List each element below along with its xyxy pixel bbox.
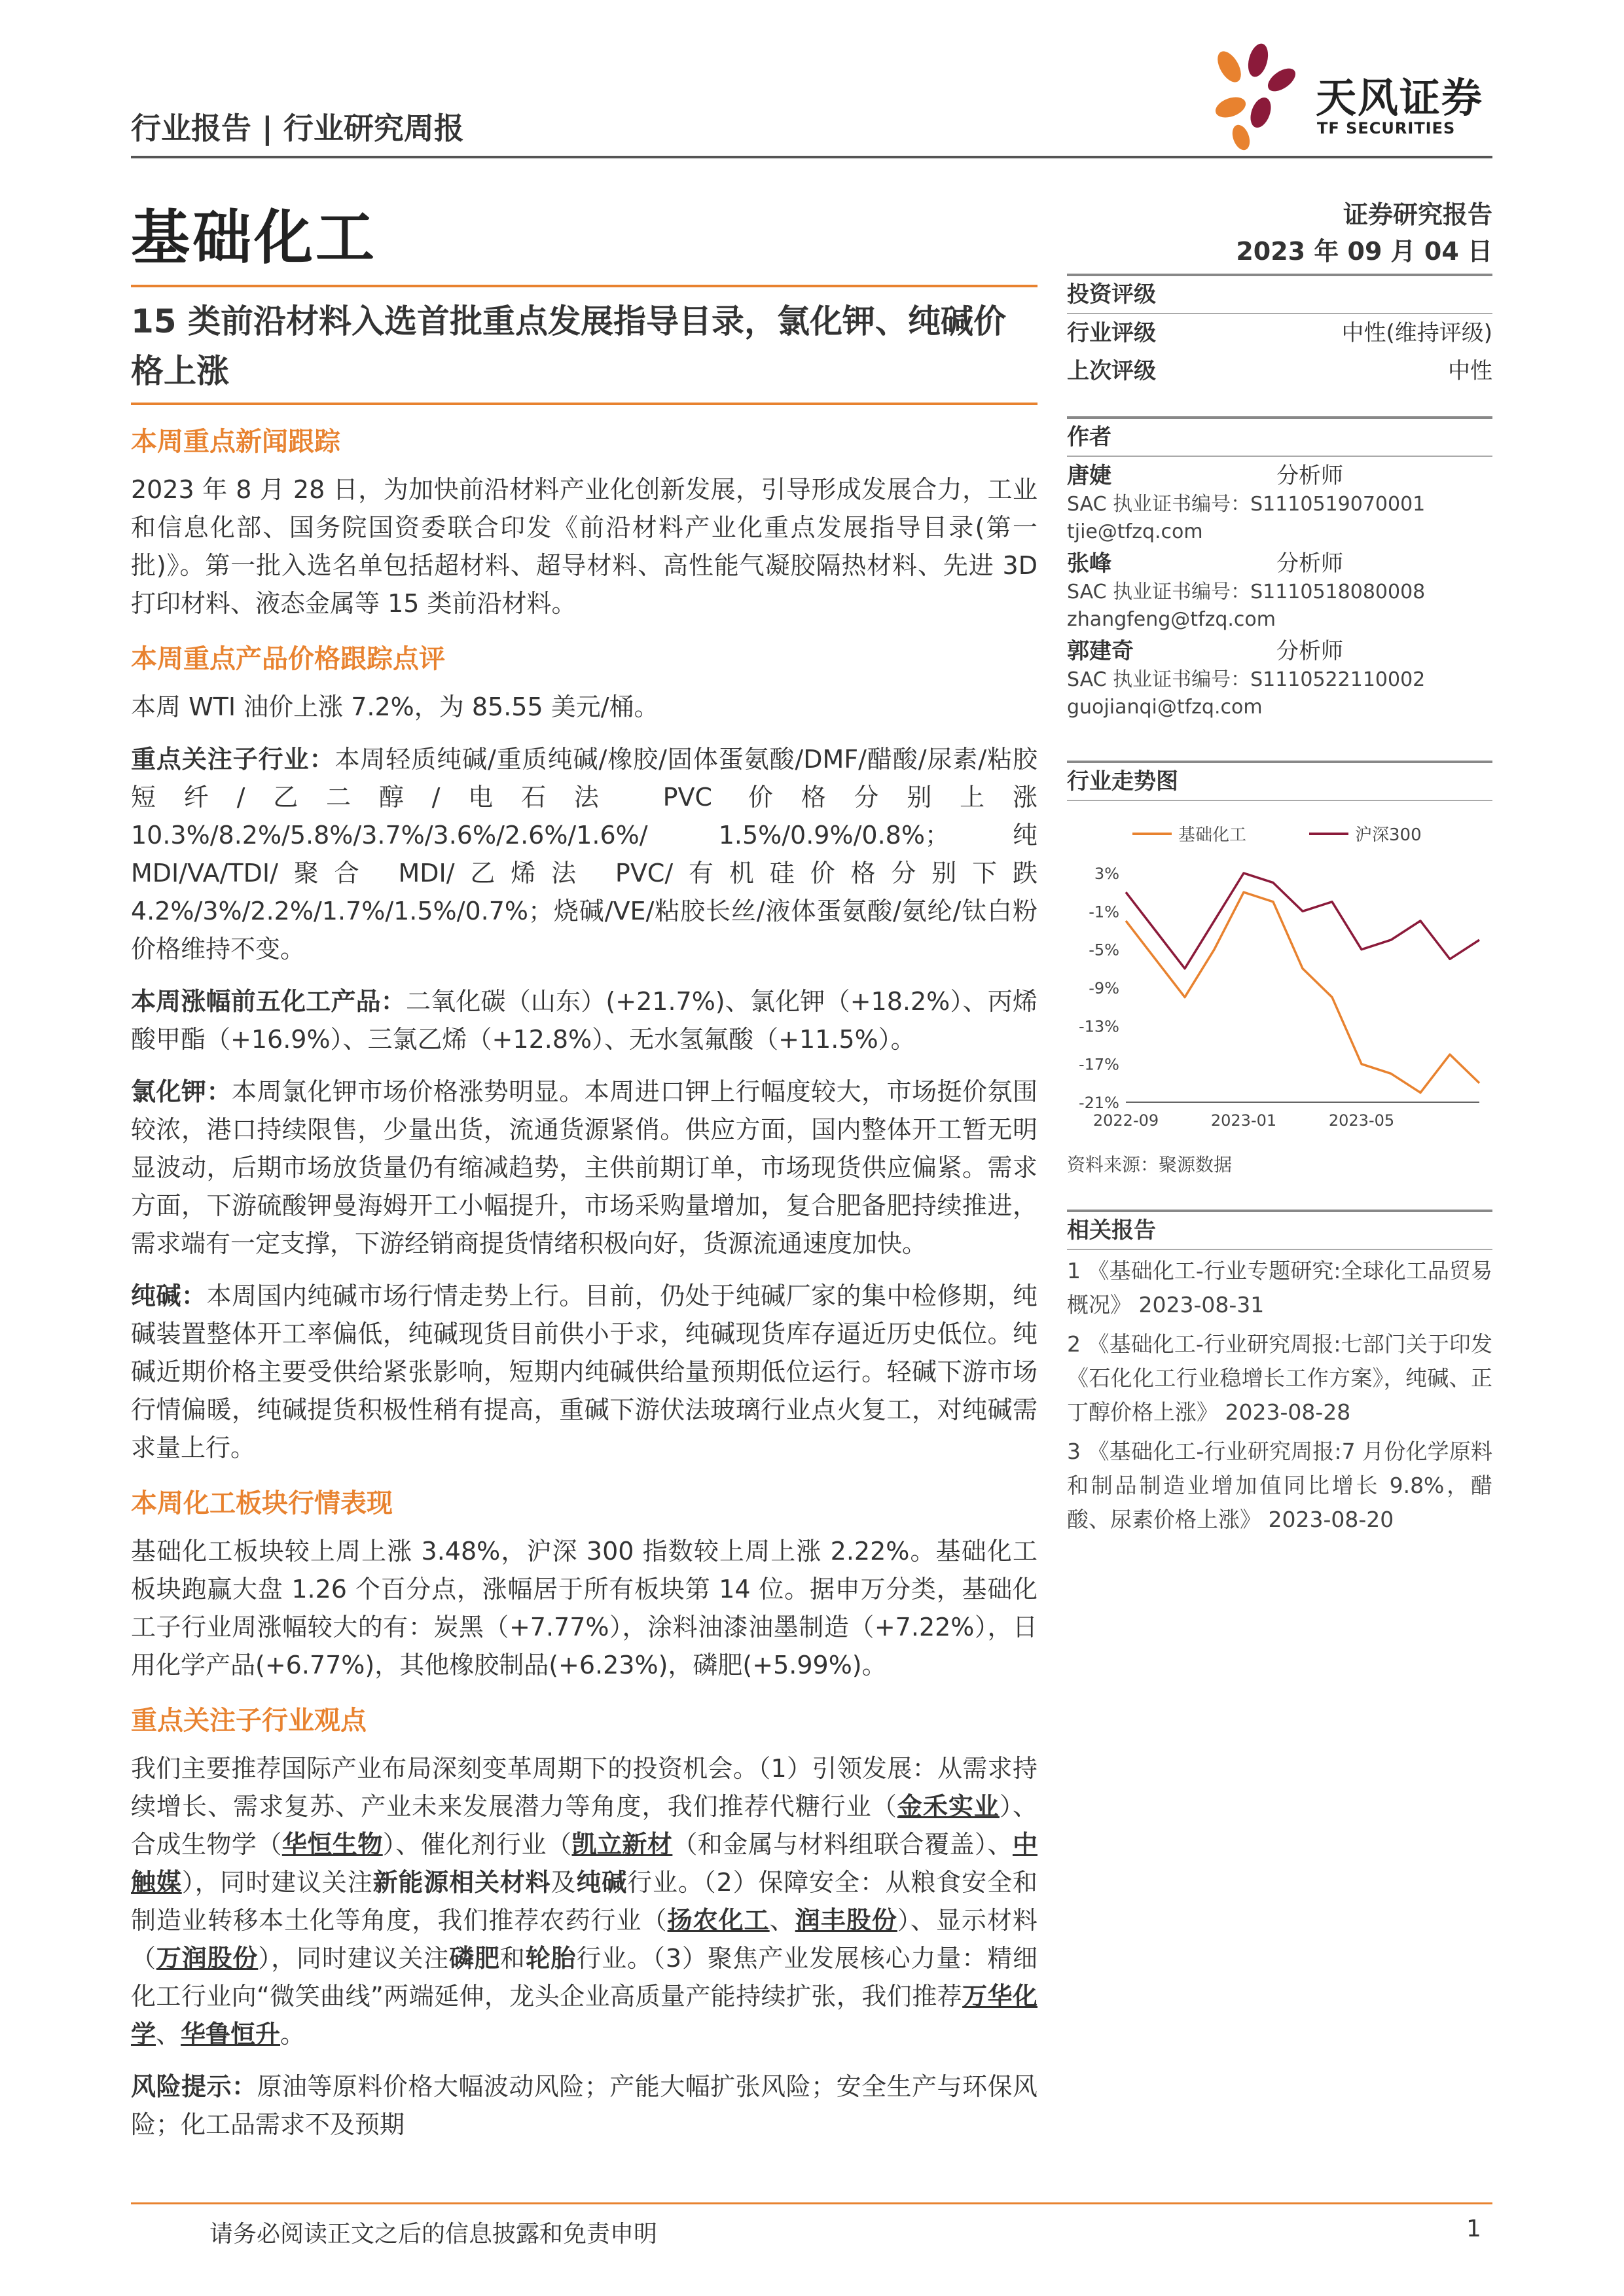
view-text: ），同时建议关注 <box>181 1868 373 1897</box>
focus-label: 重点关注子行业： <box>131 745 335 774</box>
logo-text-cn: 天风证券 <box>1316 74 1484 122</box>
sidebar-thin-rule <box>1067 800 1492 801</box>
y-tick-label: -17% <box>1078 1055 1119 1074</box>
stock-kaili: 凯立新材 <box>571 1830 673 1859</box>
document-type: 行业报告 | 行业研究周报 <box>131 111 464 146</box>
view-text: ）、显示材料（ <box>131 1906 1038 1973</box>
headline: 15 类前沿材料入选首批重点发展指导目录，氯化钾、纯碱价格上涨 <box>131 302 1006 390</box>
y-tick-label: -13% <box>1078 1017 1119 1036</box>
stock-runfeng: 润丰股份 <box>795 1906 897 1935</box>
company-logo <box>1204 39 1506 157</box>
author-block <box>1067 461 1492 546</box>
focus-soda: 纯碱 <box>576 1868 628 1897</box>
soda-paragraph <box>131 1277 1038 1467</box>
y-tick-label: -9% <box>1089 979 1119 997</box>
view-text: 行业。（3）聚焦产业发展核心力量：精细化工行业向“微笑曲线”两端延伸，龙头企业高质量产能持续扩张，我们推荐 <box>131 1944 1038 2011</box>
rating-head: 投资评级 <box>1067 281 1156 308</box>
chart-source: 资料来源：聚源数据 <box>1067 1154 1233 1175</box>
x-tick-label: 2022-09 <box>1092 1111 1159 1130</box>
legend-label: 沪深300 <box>1355 825 1422 845</box>
prev-rating-row <box>1067 352 1492 390</box>
top5-paragraph <box>131 982 1038 1058</box>
author-email[interactable]: tjie@tfzq.com <box>1067 520 1203 543</box>
page-number: 1 <box>1466 2215 1481 2242</box>
stock-yangnong: 扬农化工 <box>667 1906 770 1935</box>
trend-chart <box>1067 808 1492 1148</box>
author-sac: SAC 执业证书编号：S1110522110002 <box>1067 668 1426 691</box>
author-sac: SAC 执业证书编号：S1110519070001 <box>1067 493 1426 516</box>
author-email[interactable]: zhangfeng@tfzq.com <box>1067 608 1276 631</box>
view-text: 行业。（2）保障安全：从粮食安全和制造业转移本土化等角度，我们推荐农药行业（ <box>131 1868 1038 1935</box>
view-text: 、 <box>156 2020 181 2049</box>
y-tick-label: -5% <box>1089 941 1119 960</box>
y-tick-label: -1% <box>1089 903 1119 922</box>
oil-paragraph: 本周 WTI 油价上涨 7.2%，为 85.55 美元/桶。 <box>131 692 659 721</box>
logo-text-en: TF SECURITIES <box>1317 119 1456 137</box>
risk-text: 原油等原料价格大幅波动风险；产能大幅扩张风险；安全生产与环保风险；化工品需求不及预期 <box>131 2072 1038 2139</box>
news-paragraph: 2023 年 8 月 28 日，为加快前沿材料产业化创新发展，引导形成发展合力，工业和信息化部、国务院国资委联合印发《前沿材料产业化重点发展指导目录(第一批)》。第一批入选名单包括超材料、超导材料、高性能气凝胶隔热材料、先进 3D 打印材料、液态金属等 15 类前沿材料。 <box>131 475 1038 618</box>
series-line <box>1126 873 1479 969</box>
section-title-view: 重点关注子行业观点 <box>131 1706 367 1736</box>
view-text: 及 <box>550 1868 577 1897</box>
stock-jinhe: 金禾实业 <box>897 1792 1000 1821</box>
author-title: 分析师 <box>1276 638 1343 664</box>
stock-hualu: 华鲁恒升 <box>181 2020 281 2049</box>
view-text: ）、催化剂行业（ <box>382 1830 572 1859</box>
author-title: 分析师 <box>1276 463 1343 489</box>
section-title-board: 本周化工板块行情表现 <box>131 1488 393 1518</box>
related-head: 相关报告 <box>1067 1217 1156 1244</box>
stock-zhongchumei: 中触媒 <box>131 1830 1038 1897</box>
prev-rating-label: 上次评级 <box>1067 358 1156 384</box>
rating-value: 中性(维持评级) <box>1341 320 1492 346</box>
focus-paragraph <box>131 740 1038 968</box>
stock-wanhua: 万华化学 <box>131 1982 1038 2049</box>
sidebar <box>1067 196 1492 1537</box>
report-date: 2023 年 09 月 04 日 <box>1236 237 1492 266</box>
footer-disclaimer[interactable]: 请务必阅读正文之后的信息披露和免责申明 <box>209 2221 658 2248</box>
stock-wanrun: 万润股份 <box>156 1944 259 1973</box>
author-name: 张峰 <box>1067 550 1111 577</box>
author-title: 分析师 <box>1276 550 1343 577</box>
rating-label: 行业评级 <box>1067 320 1156 346</box>
rating-row <box>1067 314 1492 352</box>
author-name: 唐婕 <box>1067 463 1111 489</box>
stock-huaheng: 华恒生物 <box>281 1830 383 1859</box>
related-report[interactable]: 3 《基础化工-行业研究周报:7 月份化学原料和制品制造业增加值同比增长 9.8%，醋酸、尿素价格上涨》 2023-08-20 <box>1067 1439 1492 1532</box>
author-sac: SAC 执业证书编号：S1110518080008 <box>1067 581 1426 603</box>
author-block <box>1067 636 1492 721</box>
view-text: 、 <box>769 1906 795 1935</box>
view-text: 和 <box>499 1944 526 1973</box>
view-text: ），同时建议关注 <box>258 1944 450 1973</box>
view-paragraph <box>131 1749 1038 2053</box>
view-text: 。 <box>280 2020 306 2049</box>
focus-tire: 轮胎 <box>525 1944 577 1973</box>
view-text: （和金属与材料组联合覆盖）、 <box>672 1830 1013 1859</box>
prev-rating-value: 中性 <box>1448 358 1492 384</box>
sector-title: 基础化工 <box>131 204 377 272</box>
focus-phosphate: 磷肥 <box>449 1944 500 1973</box>
report-type: 证券研究报告 <box>1343 200 1492 229</box>
legend-label: 基础化工 <box>1178 825 1247 845</box>
kcl-label: 氯化钾： <box>131 1077 232 1106</box>
x-tick-label: 2023-01 <box>1210 1111 1277 1130</box>
author-block <box>1067 548 1492 634</box>
trend-chart-svg <box>1067 808 1492 1148</box>
top5-label: 本周涨幅前五化工产品： <box>131 987 406 1016</box>
related-report[interactable]: 1 《基础化工-行业专题研究:全球化工品贸易概况》 2023-08-31 <box>1067 1258 1492 1318</box>
risk-paragraph <box>131 2068 1038 2144</box>
view-text: 我们主要推荐国际产业布局深刻变革周期下的投资机会。（1）引领发展：从需求持续增长、需求复苏、产业未来发展潜力等角度，我们推荐代糖行业（ <box>131 1754 1038 1821</box>
focus-new-energy: 新能源相关材料 <box>372 1868 551 1897</box>
y-tick-label: 3% <box>1094 865 1119 883</box>
trend-head: 行业走势图 <box>1067 768 1178 795</box>
risk-label: 风险提示： <box>131 2072 257 2101</box>
headline-bottom-rule <box>131 403 1038 405</box>
kcl-text: 本周氯化钾市场价格涨势明显。本周进口钾上行幅度较大，市场挺价氛围较浓，港口持续限售，少量出货，流通货源紧俏。供应方面，国内整体开工暂无明显波动，后期市场放货量仍有缩减趋势，主供前期订单，市场现货供应偏紧。需求方面，下游硫酸钾曼海姆开工小幅提升，市场采购量增加，复合肥备肥持续推进，需求端有一定支撑，下游经销商提货情绪积极向好，货源流通速度加快。 <box>131 1077 1038 1258</box>
footer-rule <box>131 2202 1492 2204</box>
related-report[interactable]: 2 《基础化工-行业研究周报:七部门关于印发《石化化工行业稳增长工作方案》，纯碱、正丁醇价格上涨》 2023-08-28 <box>1067 1331 1492 1425</box>
kcl-paragraph <box>131 1073 1038 1263</box>
section-title-price: 本周重点产品价格跟踪点评 <box>131 644 445 674</box>
board-paragraph: 基础化工板块较上周上涨 3.48%，沪深 300 指数较上周上涨 2.22%。基础化工板块跑赢大盘 1.26 个百分点，涨幅居于所有板块第 14 位。据申万分类，基础化工子行业周涨幅较大的有：炭黑（+7.77%），涂料油漆油墨制造（+7.22%），日用化学产品(+6.77%)，其他橡胶制品(+6.23%)，磷肥(+5.99%)。 <box>131 1537 1038 1679</box>
top5-text: 二氧化碳（山东）(+21.7%)、氯化钾（+18.2%）、丙烯酸甲酯（+16.9%）、三氯乙烯（+12.8%）、无水氢氟酸（+11.5%）。 <box>131 987 1038 1054</box>
author-head: 作者 <box>1067 424 1111 450</box>
sidebar-thin-rule <box>1067 456 1492 457</box>
sidebar-thin-rule <box>1067 1249 1492 1250</box>
main-content <box>131 285 1038 2158</box>
soda-text: 本周国内纯碱市场行情走势上行。目前，仍处于纯碱厂家的集中检修期，纯碱装置整体开工率偏低，纯碱现货目前供小于求，纯碱现货库存逼近历史低位。纯碱近期价格主要受供给紧张影响，短期内纯碱供给量预期低位运行。轻碱下游市场行情偏暖，纯碱提货积极性稍有提高，重碱下游伏法玻璃行业点火复工，对纯碱需求量上行。 <box>131 1282 1038 1462</box>
author-email[interactable]: guojianqi@tfzq.com <box>1067 696 1263 719</box>
author-name: 郭建奇 <box>1067 638 1134 664</box>
x-tick-label: 2023-05 <box>1328 1111 1395 1130</box>
view-text: ）、合成生物学（ <box>131 1792 1038 1859</box>
section-title-news: 本周重点新闻跟踪 <box>131 427 340 457</box>
focus-text: 本周轻质纯碱/重质纯碱/橡胶/固体蛋氨酸/DMF/醋酸/尿素/粘胶短纤/乙二醇/电石法 PVC 价格分别上涨 10.3%/8.2%/5.8%/3.7%/3.6%/2.6%/1.6%/ 1.5%/0.9%/0.8%；纯 MDI/VA/TDI/聚合 MDI/乙烯法 PVC/有机硅价格分别下跌 4.2%/3%/2.2%/1.7%/1.5%/0.7%；烧碱/VE/粘胶长丝/液体蛋氨酸/氨纶/钛白粉价格维持不变。 <box>131 745 1038 963</box>
headline-top-rule <box>131 285 1038 287</box>
logo-petals-icon <box>1204 39 1309 157</box>
y-tick-label: -21% <box>1078 1094 1119 1112</box>
series-line <box>1126 892 1479 1092</box>
soda-label: 纯碱： <box>131 1282 207 1310</box>
